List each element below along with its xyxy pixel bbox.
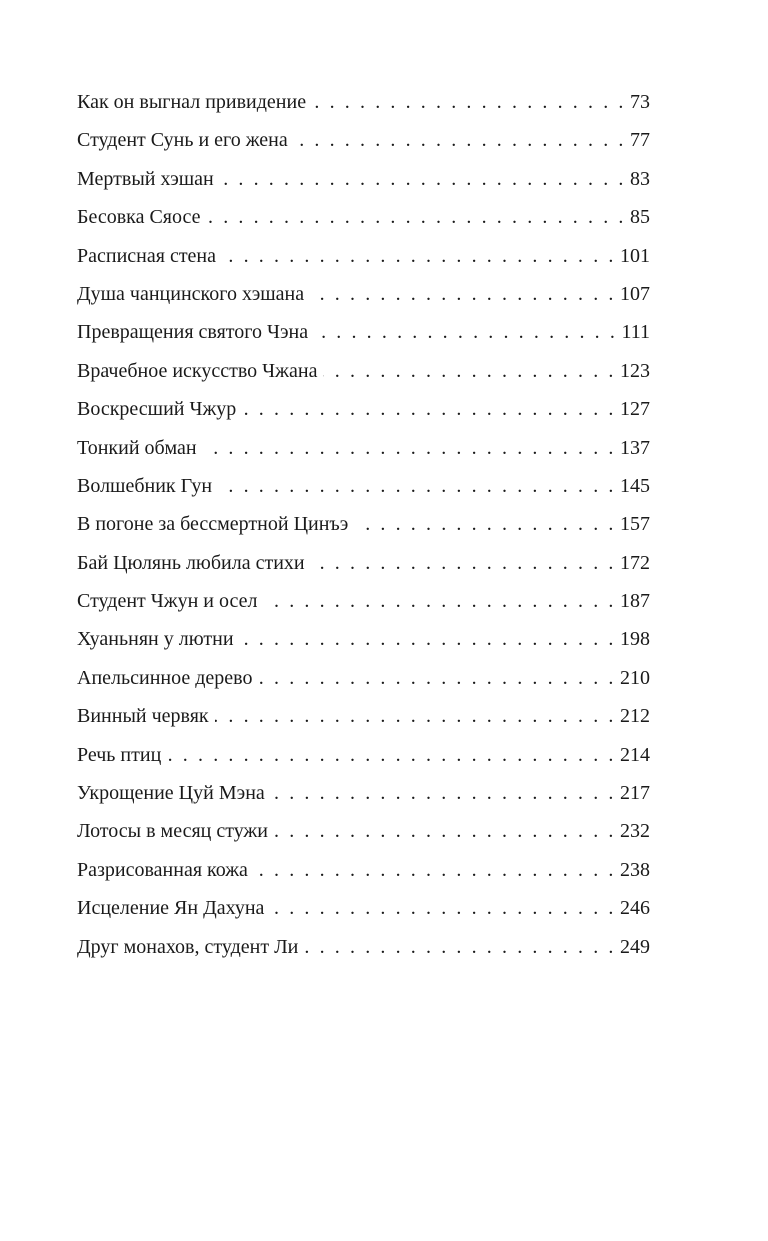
toc-entry <box>77 582 650 620</box>
toc-entry-title: Хуаньнян у лютни <box>77 628 234 651</box>
toc-entry-page: 238 <box>620 858 650 881</box>
toc-entry-title: Как он выгнал привидение <box>77 91 307 113</box>
toc-entry <box>77 812 650 850</box>
toc-dot-leader <box>207 198 626 236</box>
toc-dot-leader <box>264 582 617 620</box>
toc-entry-page: 217 <box>620 782 650 805</box>
toc-entry-title: Разрисованная кожа <box>77 858 248 881</box>
toc-entry <box>77 774 650 812</box>
toc-entry-page: 198 <box>620 628 650 651</box>
toc-entry-title: В погоне за бессмертной Цинъэ <box>77 513 349 536</box>
toc-entry-page: 212 <box>620 705 650 728</box>
toc-dot-leader <box>271 774 616 812</box>
toc-dot-leader <box>242 390 616 428</box>
toc-dot-leader <box>312 83 626 121</box>
toc-entry <box>77 659 650 697</box>
toc-entry-page: 111 <box>621 321 650 344</box>
toc-entry-page: 172 <box>620 551 650 574</box>
toc-entry-title: Врачебное искусство Чжана <box>77 359 318 382</box>
toc-entry <box>77 505 650 543</box>
toc-entry-title: Укрощение Цуй Мэна <box>77 782 265 805</box>
toc-dot-leader <box>310 275 616 313</box>
toc-entry-title: Студент Чжун и осел <box>77 590 258 613</box>
toc-entry <box>77 352 650 390</box>
toc-entry-page: 101 <box>620 244 650 267</box>
toc-entry-title: Лотосы в месяц стужи <box>77 820 268 843</box>
toc-entry-title: Тонкий обман <box>77 436 197 459</box>
toc-entry-title: Воскресший Чжур <box>77 398 237 421</box>
toc-entry-title: Душа чанцинского хэшана <box>77 282 305 305</box>
toc-entry-title: Речь птиц <box>77 743 162 766</box>
toc-entry-page: 249 <box>620 935 650 958</box>
toc-entry <box>77 851 650 889</box>
toc-dot-leader <box>304 928 616 966</box>
toc-entry <box>77 275 650 313</box>
toc-dot-leader <box>240 620 616 658</box>
toc-entry <box>77 390 650 428</box>
toc-dot-leader <box>220 160 626 198</box>
toc-entry-page: 77 <box>630 129 650 152</box>
toc-dot-leader <box>323 352 616 390</box>
toc-entry <box>77 889 650 927</box>
toc-dot-leader <box>222 237 616 275</box>
toc-dot-leader <box>167 736 616 774</box>
toc-entry-title: Друг монахов, студент Ли <box>77 935 299 958</box>
toc-entry-page: 85 <box>630 206 650 229</box>
toc-entry <box>77 467 650 505</box>
toc-dot-leader <box>215 697 616 735</box>
toc-entry-page: 246 <box>620 897 650 920</box>
toc-entry <box>77 160 650 198</box>
toc-entry-title: Мертвый хэшан <box>77 167 214 190</box>
toc-dot-leader <box>274 812 616 850</box>
toc-entry-page: 73 <box>630 91 650 113</box>
toc-entry-title: Исцеление Ян Дахуна <box>77 897 265 920</box>
toc-dot-leader <box>270 889 616 927</box>
toc-entry-page: 123 <box>620 359 650 382</box>
toc-entry <box>77 697 650 735</box>
toc-entry-title: Волшебник Гун <box>77 474 213 497</box>
toc-dot-leader <box>354 505 616 543</box>
toc-dot-leader <box>218 467 616 505</box>
toc-entry-title: Превращения святого Чэна <box>77 321 309 344</box>
toc-entry-page: 187 <box>620 590 650 613</box>
toc-entry <box>77 198 650 236</box>
toc-entry <box>77 121 650 159</box>
toc-entry <box>77 429 650 467</box>
toc-entry-page: 107 <box>620 282 650 305</box>
toc-entry-page: 145 <box>620 474 650 497</box>
toc-entry-title: Расписная стена <box>77 244 217 267</box>
toc-entry <box>77 620 650 658</box>
toc-entry-page: 232 <box>620 820 650 843</box>
toc-entry <box>77 928 650 966</box>
toc-entry-page: 210 <box>620 666 650 689</box>
toc-entry-page: 214 <box>620 743 650 766</box>
toc-entry-title: Бай Цюлянь любила стихи <box>77 551 305 574</box>
toc-entry <box>77 736 650 774</box>
toc-entry-title: Студент Сунь и его жена <box>77 129 288 152</box>
toc-entry-page: 127 <box>620 398 650 421</box>
table-of-contents <box>77 83 650 966</box>
toc-dot-leader <box>294 121 626 159</box>
toc-dot-leader <box>314 313 617 351</box>
toc-entry <box>77 313 650 351</box>
toc-entry-title: Винный червяк <box>77 705 209 728</box>
toc-entry <box>77 83 650 121</box>
toc-entry <box>77 544 650 582</box>
toc-entry-page: 157 <box>620 513 650 536</box>
toc-entry-page: 83 <box>630 167 650 190</box>
toc-entry-title: Бесовка Сяосе <box>77 206 201 229</box>
toc-dot-leader <box>254 851 616 889</box>
toc-entry <box>77 237 650 275</box>
toc-dot-leader <box>311 544 616 582</box>
toc-dot-leader <box>258 659 616 697</box>
toc-dot-leader <box>203 429 616 467</box>
toc-entry-page: 137 <box>620 436 650 459</box>
toc-entry-title: Апельсинное дерево <box>77 666 253 689</box>
